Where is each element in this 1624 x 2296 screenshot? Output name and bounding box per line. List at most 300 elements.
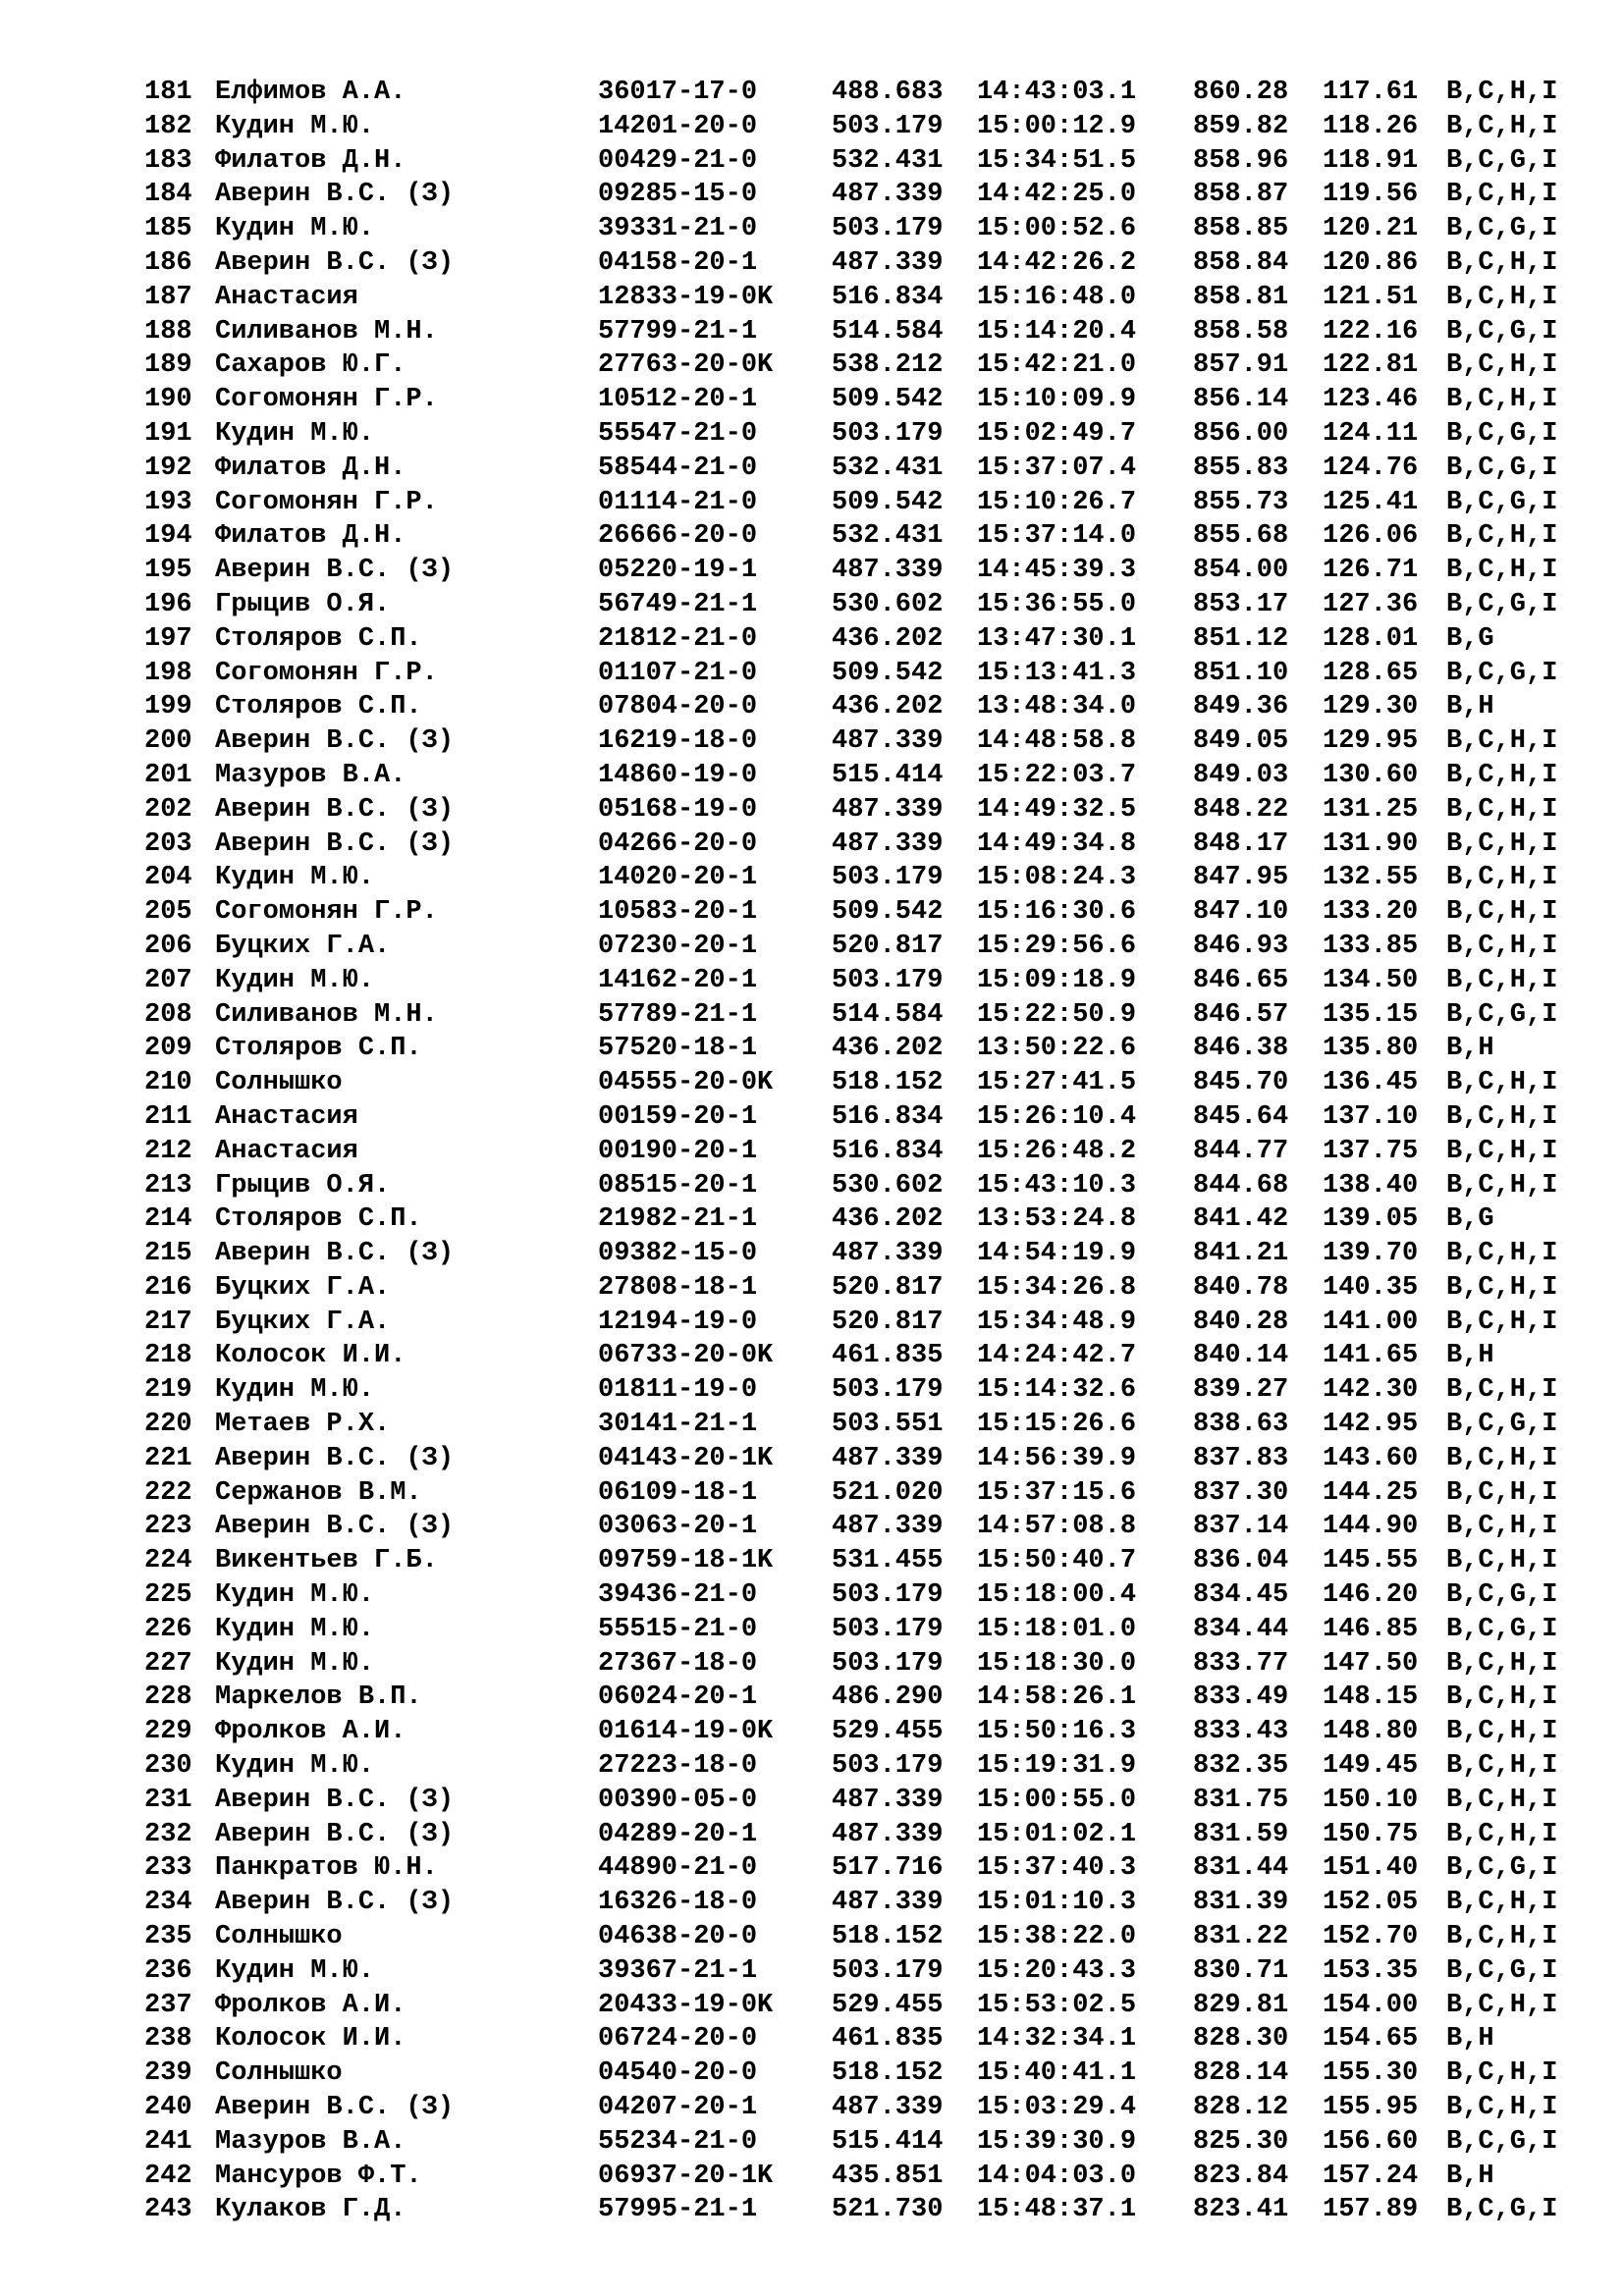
coefficient: 150.10 (1323, 1785, 1419, 1815)
place-number: 195 (144, 556, 192, 586)
place-number: 201 (144, 760, 192, 790)
fancier-name: Аверин В.С. (З) (215, 1785, 455, 1815)
arrival-time: 15:16:30.6 (977, 897, 1137, 928)
coefficient: 126.06 (1323, 521, 1419, 552)
coefficient: 123.46 (1323, 385, 1419, 415)
place-number: 197 (144, 623, 192, 654)
place-number: 218 (144, 1341, 192, 1371)
arrival-time: 15:14:32.6 (977, 1375, 1137, 1406)
arrival-time: 13:47:30.1 (977, 623, 1137, 654)
ring-number: 06724-20-0 (598, 2024, 758, 2055)
distance: 503.179 (832, 1955, 944, 1986)
ring-number: 16326-18-0 (598, 1888, 758, 1918)
speed: 858.58 (1193, 316, 1289, 347)
arrival-time: 14:57:08.8 (977, 1512, 1137, 1542)
distance: 532.431 (832, 453, 944, 483)
classes: B,C,H,I (1446, 1512, 1558, 1542)
arrival-time: 15:26:48.2 (977, 1136, 1137, 1166)
ring-number: 14860-19-0 (598, 760, 758, 790)
coefficient: 141.65 (1323, 1341, 1419, 1371)
place-number: 223 (144, 1512, 192, 1542)
place-number: 242 (144, 2161, 192, 2191)
fancier-name: Анастасия (215, 1101, 358, 1132)
coefficient: 128.01 (1323, 623, 1419, 654)
arrival-time: 15:18:30.0 (977, 1648, 1137, 1679)
arrival-time: 15:08:24.3 (977, 863, 1137, 893)
coefficient: 120.86 (1323, 247, 1419, 278)
distance: 509.542 (832, 487, 944, 517)
arrival-time: 15:26:10.4 (977, 1101, 1137, 1132)
arrival-time: 14:49:32.5 (977, 794, 1137, 825)
classes: B,C,H,I (1446, 760, 1558, 790)
place-number: 226 (144, 1614, 192, 1644)
arrival-time: 15:37:15.6 (977, 1477, 1137, 1508)
classes: B,C,H,I (1446, 350, 1558, 381)
distance: 487.339 (832, 1512, 944, 1542)
fancier-name: Кудин М.Ю. (215, 965, 375, 995)
coefficient: 147.50 (1323, 1648, 1419, 1679)
ring-number: 06733-20-0K (598, 1341, 774, 1371)
coefficient: 120.21 (1323, 214, 1419, 244)
ring-number: 58544-21-0 (598, 453, 758, 483)
arrival-time: 15:15:26.6 (977, 1410, 1137, 1440)
arrival-time: 15:01:02.1 (977, 1819, 1137, 1849)
fancier-name: Анастасия (215, 282, 358, 312)
fancier-name: Сахаров Ю.Г. (215, 350, 406, 381)
place-number: 229 (144, 1717, 192, 1747)
speed: 840.14 (1193, 1341, 1289, 1371)
fancier-name: Кудин М.Ю. (215, 1614, 375, 1644)
arrival-time: 15:48:37.1 (977, 2195, 1137, 2225)
ring-number: 05220-19-1 (598, 556, 758, 586)
distance: 518.152 (832, 1922, 944, 1952)
fancier-name: Аверин В.С. (З) (215, 828, 455, 859)
coefficient: 122.81 (1323, 350, 1419, 381)
place-number: 217 (144, 1307, 192, 1337)
fancier-name: Колосок И.И. (215, 1341, 406, 1371)
arrival-time: 15:19:31.9 (977, 1751, 1137, 1782)
ring-number: 27223-18-0 (598, 1751, 758, 1782)
ring-number: 55547-21-0 (598, 418, 758, 449)
distance: 503.179 (832, 214, 944, 244)
place-number: 181 (144, 78, 192, 107)
ring-number: 06937-20-1K (598, 2161, 774, 2191)
coefficient: 118.91 (1323, 145, 1419, 176)
speed: 847.10 (1193, 897, 1289, 928)
place-number: 221 (144, 1443, 192, 1473)
fancier-name: Аверин В.С. (З) (215, 1888, 455, 1918)
coefficient: 137.10 (1323, 1101, 1419, 1132)
ring-number: 14020-20-1 (598, 863, 758, 893)
speed: 831.75 (1193, 1785, 1289, 1815)
ring-number: 06109-18-1 (598, 1477, 758, 1508)
speed: 844.68 (1193, 1170, 1289, 1201)
coefficient: 119.56 (1323, 180, 1419, 210)
coefficient: 133.20 (1323, 897, 1419, 928)
ring-number: 14201-20-0 (598, 111, 758, 141)
arrival-time: 15:20:43.3 (977, 1955, 1137, 1986)
speed: 837.83 (1193, 1443, 1289, 1473)
place-number: 184 (144, 180, 192, 210)
ring-number: 44890-21-0 (598, 1853, 758, 1884)
coefficient: 146.85 (1323, 1614, 1419, 1644)
distance: 487.339 (832, 1888, 944, 1918)
distance: 515.414 (832, 760, 944, 790)
place-number: 213 (144, 1170, 192, 1201)
speed: 840.28 (1193, 1307, 1289, 1337)
place-number: 238 (144, 2024, 192, 2055)
classes: B,C,H,I (1446, 1375, 1558, 1406)
coefficient: 157.24 (1323, 2161, 1419, 2191)
coefficient: 144.25 (1323, 1477, 1419, 1508)
arrival-time: 15:22:50.9 (977, 999, 1137, 1030)
distance: 435.851 (832, 2161, 944, 2191)
place-number: 198 (144, 658, 192, 688)
classes: B,C,H,I (1446, 794, 1558, 825)
speed: 829.81 (1193, 1990, 1289, 2020)
coefficient: 118.26 (1323, 111, 1419, 141)
fancier-name: Кудин М.Ю. (215, 1751, 375, 1782)
ring-number: 21982-21-1 (598, 1204, 758, 1235)
place-number: 185 (144, 214, 192, 244)
distance: 514.584 (832, 316, 944, 347)
arrival-time: 15:34:51.5 (977, 145, 1137, 176)
arrival-time: 15:50:40.7 (977, 1546, 1137, 1576)
ring-number: 08515-20-1 (598, 1170, 758, 1201)
fancier-name: Кудин М.Ю. (215, 1375, 375, 1406)
classes: B,C,G,I (1446, 999, 1558, 1030)
place-number: 215 (144, 1239, 192, 1269)
fancier-name: Аверин В.С. (З) (215, 247, 455, 278)
speed: 844.77 (1193, 1136, 1289, 1166)
distance: 436.202 (832, 692, 944, 722)
fancier-name: Колосок И.И. (215, 2024, 406, 2055)
arrival-time: 14:49:34.8 (977, 828, 1137, 859)
coefficient: 127.36 (1323, 589, 1419, 619)
speed: 858.87 (1193, 180, 1289, 210)
ring-number: 20433-19-0K (598, 1990, 774, 2020)
place-number: 205 (144, 897, 192, 928)
ring-number: 01114-21-0 (598, 487, 758, 517)
distance: 521.020 (832, 1477, 944, 1508)
arrival-time: 15:37:40.3 (977, 1853, 1137, 1884)
arrival-time: 15:27:41.5 (977, 1068, 1137, 1098)
speed: 857.91 (1193, 350, 1289, 381)
fancier-name: Солнышко (215, 1922, 343, 1952)
ring-number: 12194-19-0 (598, 1307, 758, 1337)
place-number: 182 (144, 111, 192, 141)
ring-number: 39367-21-1 (598, 1955, 758, 1986)
classes: B,G (1446, 623, 1494, 654)
classes: B,C,G,I (1446, 1410, 1558, 1440)
classes: B,C,G,I (1446, 316, 1558, 347)
place-number: 194 (144, 521, 192, 552)
classes: B,C,H,I (1446, 863, 1558, 893)
arrival-time: 13:50:22.6 (977, 1034, 1137, 1064)
fancier-name: Фролков А.И. (215, 1990, 406, 2020)
coefficient: 152.05 (1323, 1888, 1419, 1918)
speed: 823.41 (1193, 2195, 1289, 2225)
ring-number: 05168-19-0 (598, 794, 758, 825)
distance: 530.602 (832, 1170, 944, 1201)
arrival-time: 13:53:24.8 (977, 1204, 1137, 1235)
classes: B,C,G,I (1446, 1580, 1558, 1611)
ring-number: 57799-21-1 (598, 316, 758, 347)
speed: 831.39 (1193, 1888, 1289, 1918)
arrival-time: 15:18:00.4 (977, 1580, 1137, 1611)
speed: 855.68 (1193, 521, 1289, 552)
speed: 833.77 (1193, 1648, 1289, 1679)
place-number: 219 (144, 1375, 192, 1406)
speed: 846.38 (1193, 1034, 1289, 1064)
classes: B,C,H,I (1446, 1239, 1558, 1269)
place-number: 190 (144, 385, 192, 415)
classes: B,C,H,I (1446, 1922, 1558, 1952)
arrival-time: 15:34:48.9 (977, 1307, 1137, 1337)
speed: 856.14 (1193, 385, 1289, 415)
ring-number: 04266-20-0 (598, 828, 758, 859)
classes: B,H (1446, 692, 1494, 722)
classes: B,C,H,I (1446, 1785, 1558, 1815)
classes: B,H (1446, 1341, 1494, 1371)
classes: B,C,H,I (1446, 385, 1558, 415)
ring-number: 04143-20-1K (598, 1443, 774, 1473)
place-number: 220 (144, 1410, 192, 1440)
speed: 834.45 (1193, 1580, 1289, 1611)
coefficient: 138.40 (1323, 1170, 1419, 1201)
place-number: 227 (144, 1648, 192, 1679)
classes: B,C,H,I (1446, 726, 1558, 757)
distance: 532.431 (832, 521, 944, 552)
fancier-name: Кудин М.Ю. (215, 1648, 375, 1679)
arrival-time: 15:36:55.0 (977, 589, 1137, 619)
arrival-time: 15:00:52.6 (977, 214, 1137, 244)
ring-number: 01614-19-0K (598, 1717, 774, 1747)
ring-number: 00190-20-1 (598, 1136, 758, 1166)
distance: 503.179 (832, 1648, 944, 1679)
arrival-time: 15:14:20.4 (977, 316, 1137, 347)
distance: 487.339 (832, 1239, 944, 1269)
ring-number: 09382-15-0 (598, 1239, 758, 1269)
place-number: 209 (144, 1034, 192, 1064)
distance: 503.551 (832, 1410, 944, 1440)
fancier-name: Согомонян Г.Р. (215, 658, 438, 688)
place-number: 208 (144, 999, 192, 1030)
distance: 503.179 (832, 1375, 944, 1406)
ring-number: 16219-18-0 (598, 726, 758, 757)
place-number: 225 (144, 1580, 192, 1611)
distance: 487.339 (832, 556, 944, 586)
place-number: 192 (144, 453, 192, 483)
fancier-name: Столяров С.П. (215, 1034, 422, 1064)
fancier-name: Аверин В.С. (З) (215, 1512, 455, 1542)
arrival-time: 15:39:30.9 (977, 2126, 1137, 2157)
coefficient: 129.95 (1323, 726, 1419, 757)
coefficient: 157.89 (1323, 2195, 1419, 2225)
place-number: 239 (144, 2058, 192, 2089)
ring-number: 57995-21-1 (598, 2195, 758, 2225)
arrival-time: 15:10:09.9 (977, 385, 1137, 415)
ring-number: 04207-20-1 (598, 2093, 758, 2123)
coefficient: 144.90 (1323, 1512, 1419, 1542)
distance: 487.339 (832, 1785, 944, 1815)
distance: 487.339 (832, 247, 944, 278)
coefficient: 148.15 (1323, 1682, 1419, 1713)
distance: 521.730 (832, 2195, 944, 2225)
fancier-name: Столяров С.П. (215, 623, 422, 654)
coefficient: 148.80 (1323, 1717, 1419, 1747)
fancier-name: Аверин В.С. (З) (215, 726, 455, 757)
coefficient: 125.41 (1323, 487, 1419, 517)
classes: B,H (1446, 2161, 1494, 2191)
place-number: 214 (144, 1204, 192, 1235)
classes: B,C,G,I (1446, 1955, 1558, 1986)
fancier-name: Буцких Г.А. (215, 931, 391, 961)
speed: 855.73 (1193, 487, 1289, 517)
classes: B,C,H,I (1446, 931, 1558, 961)
coefficient: 133.85 (1323, 931, 1419, 961)
speed: 855.83 (1193, 453, 1289, 483)
classes: B,C,H,I (1446, 1682, 1558, 1713)
distance: 461.835 (832, 1341, 944, 1371)
coefficient: 140.35 (1323, 1272, 1419, 1303)
speed: 849.05 (1193, 726, 1289, 757)
speed: 848.17 (1193, 828, 1289, 859)
arrival-time: 15:37:14.0 (977, 521, 1137, 552)
distance: 518.152 (832, 1068, 944, 1098)
arrival-time: 15:00:55.0 (977, 1785, 1137, 1815)
speed: 831.44 (1193, 1853, 1289, 1884)
ring-number: 09285-15-0 (598, 180, 758, 210)
arrival-time: 14:24:42.7 (977, 1341, 1137, 1371)
coefficient: 124.76 (1323, 453, 1419, 483)
place-number: 202 (144, 794, 192, 825)
distance: 503.179 (832, 863, 944, 893)
arrival-time: 13:48:34.0 (977, 692, 1137, 722)
speed: 833.43 (1193, 1717, 1289, 1747)
speed: 823.84 (1193, 2161, 1289, 2191)
fancier-name: Филатов Д.Н. (215, 453, 406, 483)
place-number: 235 (144, 1922, 192, 1952)
coefficient: 141.00 (1323, 1307, 1419, 1337)
place-number: 199 (144, 692, 192, 722)
arrival-time: 15:00:12.9 (977, 111, 1137, 141)
fancier-name: Столяров С.П. (215, 1204, 422, 1235)
classes: B,C,H,I (1446, 521, 1558, 552)
coefficient: 132.55 (1323, 863, 1419, 893)
coefficient: 129.30 (1323, 692, 1419, 722)
coefficient: 128.65 (1323, 658, 1419, 688)
speed: 828.14 (1193, 2058, 1289, 2089)
ring-number: 30141-21-1 (598, 1410, 758, 1440)
arrival-time: 14:48:58.8 (977, 726, 1137, 757)
distance: 436.202 (832, 1034, 944, 1064)
distance: 516.834 (832, 282, 944, 312)
distance: 503.179 (832, 418, 944, 449)
classes: B,C,G,I (1446, 145, 1558, 176)
coefficient: 126.71 (1323, 556, 1419, 586)
distance: 503.179 (832, 1614, 944, 1644)
ring-number: 12833-19-0K (598, 282, 774, 312)
coefficient: 152.70 (1323, 1922, 1419, 1952)
coefficient: 154.00 (1323, 1990, 1419, 2020)
ring-number: 04555-20-0K (598, 1068, 774, 1098)
speed: 831.22 (1193, 1922, 1289, 1952)
speed: 858.85 (1193, 214, 1289, 244)
classes: B,C,H,I (1446, 1546, 1558, 1576)
place-number: 186 (144, 247, 192, 278)
speed: 858.81 (1193, 282, 1289, 312)
speed: 853.17 (1193, 589, 1289, 619)
distance: 487.339 (832, 726, 944, 757)
arrival-time: 15:13:41.3 (977, 658, 1137, 688)
fancier-name: Филатов Д.Н. (215, 145, 406, 176)
classes: B,C,H,I (1446, 828, 1558, 859)
ring-number: 07230-20-1 (598, 931, 758, 961)
fancier-name: Викентьев Г.Б. (215, 1546, 438, 1576)
place-number: 234 (144, 1888, 192, 1918)
ring-number: 57520-18-1 (598, 1034, 758, 1064)
classes: B,C,G,I (1446, 453, 1558, 483)
fancier-name: Кудин М.Ю. (215, 111, 375, 141)
classes: B,C,H,I (1446, 282, 1558, 312)
coefficient: 122.16 (1323, 316, 1419, 347)
fancier-name: Мазуров В.А. (215, 2126, 406, 2157)
distance: 503.179 (832, 1580, 944, 1611)
speed: 846.57 (1193, 999, 1289, 1030)
classes: B,C,H,I (1446, 2058, 1558, 2089)
fancier-name: Солнышко (215, 2058, 343, 2089)
place-number: 232 (144, 1819, 192, 1849)
fancier-name: Филатов Д.Н. (215, 521, 406, 552)
place-number: 222 (144, 1477, 192, 1508)
fancier-name: Аверин В.С. (З) (215, 794, 455, 825)
classes: B,C,H,I (1446, 1170, 1558, 1201)
classes: B,C,H,I (1446, 1990, 1558, 2020)
coefficient: 154.65 (1323, 2024, 1419, 2055)
ring-number: 01107-21-0 (598, 658, 758, 688)
distance: 488.683 (832, 78, 944, 107)
speed: 846.93 (1193, 931, 1289, 961)
coefficient: 153.35 (1323, 1955, 1419, 1986)
distance: 486.290 (832, 1682, 944, 1713)
distance: 517.716 (832, 1853, 944, 1884)
place-number: 187 (144, 282, 192, 312)
coefficient: 135.15 (1323, 999, 1419, 1030)
speed: 856.00 (1193, 418, 1289, 449)
speed: 845.64 (1193, 1101, 1289, 1132)
classes: B,C,H,I (1446, 247, 1558, 278)
coefficient: 131.25 (1323, 794, 1419, 825)
place-number: 207 (144, 965, 192, 995)
place-number: 212 (144, 1136, 192, 1166)
fancier-name: Анастасия (215, 1136, 358, 1166)
classes: B,C,G,I (1446, 214, 1558, 244)
classes: B,H (1446, 2024, 1494, 2055)
place-number: 237 (144, 1990, 192, 2020)
arrival-time: 15:43:10.3 (977, 1170, 1137, 1201)
arrival-time: 14:42:26.2 (977, 247, 1137, 278)
fancier-name: Кудин М.Ю. (215, 1955, 375, 1986)
distance: 503.179 (832, 1751, 944, 1782)
speed: 859.82 (1193, 111, 1289, 141)
fancier-name: Аверин В.С. (З) (215, 556, 455, 586)
fancier-name: Аверин В.С. (З) (215, 1819, 455, 1849)
arrival-time: 14:54:19.9 (977, 1239, 1137, 1269)
place-number: 236 (144, 1955, 192, 1986)
arrival-time: 15:16:48.0 (977, 282, 1137, 312)
fancier-name: Столяров С.П. (215, 692, 422, 722)
